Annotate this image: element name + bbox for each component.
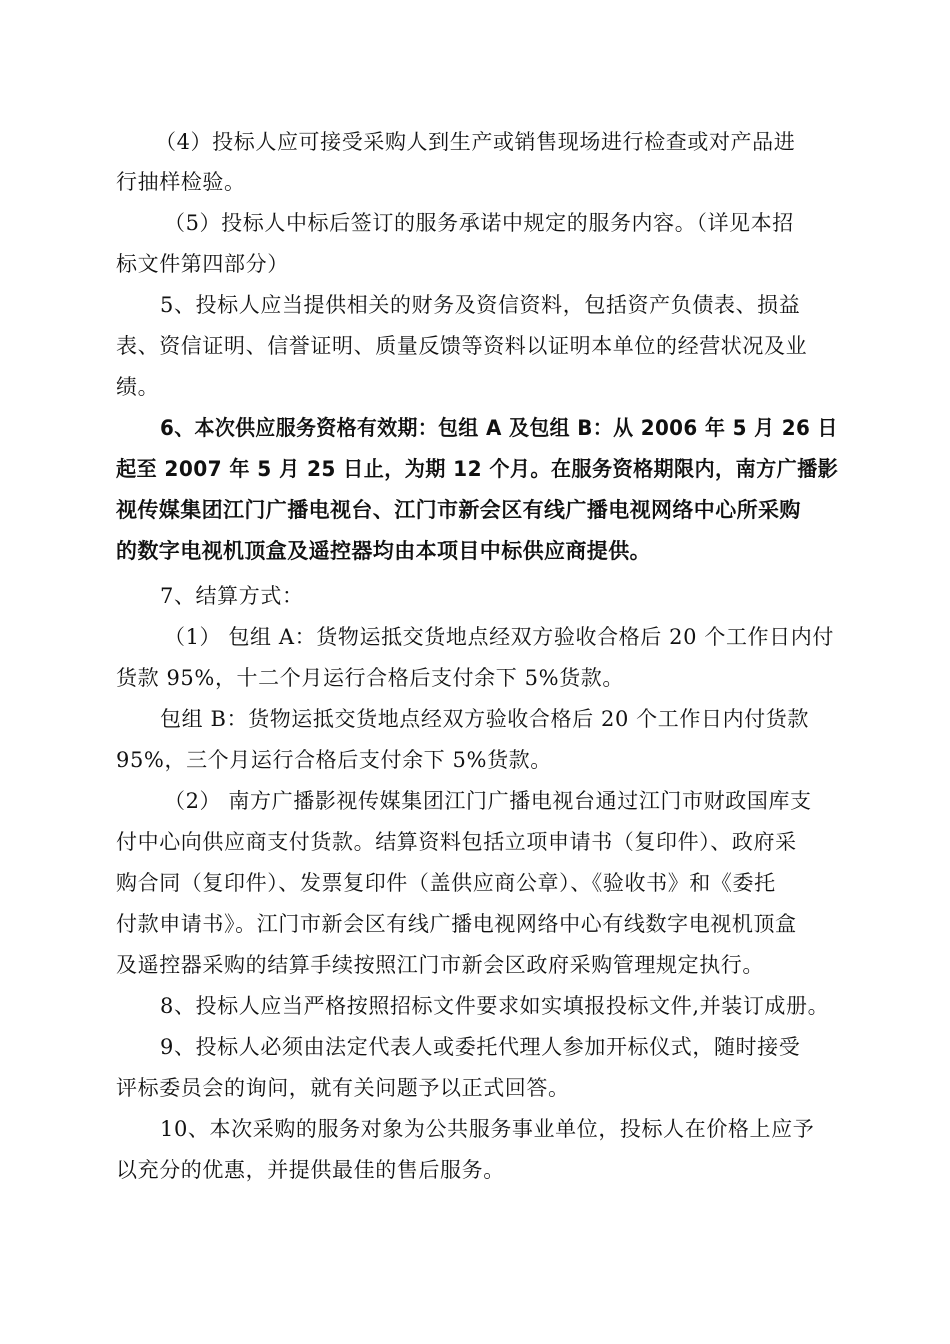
item-7-2-line-4: 付款申请书》。江门市新会区有线广播电视网络中心有线数字电视机顶盒 xyxy=(116,912,797,936)
item-7-2-line-3: 购合同（复印件）、发票复印件（盖供应商公章）、《验收书》和《委托 xyxy=(116,871,776,895)
item-6-line-1: 6、本次供应服务资格有效期：包组 A 及包组 B：从 2006 年 5 月 26 日 xyxy=(160,416,838,440)
item-7-1-line-2: 货款 95%，十二个月运行合格后支付余下 5%货款。 xyxy=(116,666,624,690)
item-6-line-2: 起至 2007 年 5 月 25 日止，为期 12 个月。在服务资格期限内，南方广播影 xyxy=(116,457,839,481)
item-8-line-1: 8、投标人应当严格按照招标文件要求如实填报投标文件,并装订成册。 xyxy=(160,994,830,1018)
paragraph-5-line-2: 标文件第四部分） xyxy=(116,252,289,276)
item-6-line-4: 的数字电视机顶盒及遥控器均由本项目中标供应商提供。 xyxy=(116,539,651,563)
item-7-b-line-2: 95%，三个月运行合格后支付余下 5%货款。 xyxy=(116,748,552,772)
item-10-line-1: 10、本次采购的服务对象为公共服务事业单位，投标人在价格上应予 xyxy=(160,1117,815,1141)
item-7-2-line-5: 及遥控器采购的结算手续按照江门市新会区政府采购管理规定执行。 xyxy=(116,953,764,977)
paragraph-4-line-2: 行抽样检验。 xyxy=(116,170,246,194)
item-7-b-line-1: 包组 B：货物运抵交货地点经双方验收合格后 20 个工作日内付货款 xyxy=(160,707,809,731)
item-10-line-2: 以充分的优惠，并提供最佳的售后服务。 xyxy=(116,1158,505,1182)
item-7-heading: 7、结算方式： xyxy=(160,584,304,608)
item-5-line-3: 绩。 xyxy=(116,375,160,399)
item-9-line-2: 评标委员会的询问，就有关问题予以正式回答。 xyxy=(116,1076,570,1100)
item-6-line-3: 视传媒集团江门广播电视台、江门市新会区有线广播电视网络中心所采购 xyxy=(116,498,801,522)
item-9-line-1: 9、投标人必须由法定代表人或委托代理人参加开标仪式，随时接受 xyxy=(160,1035,801,1059)
item-5-line-2: 表、资信证明、信誉证明、质量反馈等资料以证明本单位的经营状况及业 xyxy=(116,334,808,358)
item-7-1-line-1: （1） 包组 A：货物运抵交货地点经双方验收合格后 20 个工作日内付 xyxy=(164,625,834,649)
paragraph-4-line-1: （4）投标人应可接受采购人到生产或销售现场进行检查或对产品进 xyxy=(155,130,796,154)
paragraph-5-line-1: （5）投标人中标后签订的服务承诺中规定的服务内容。（详见本招 xyxy=(164,211,794,235)
item-5-line-1: 5、投标人应当提供相关的财务及资信资料，包括资产负债表、损益 xyxy=(160,293,801,317)
item-7-2-line-1: （2） 南方广播影视传媒集团江门广播电视台通过江门市财政国库支 xyxy=(164,789,812,813)
item-7-2-line-2: 付中心向供应商支付货款。结算资料包括立项申请书（复印件）、政府采 xyxy=(116,830,797,854)
